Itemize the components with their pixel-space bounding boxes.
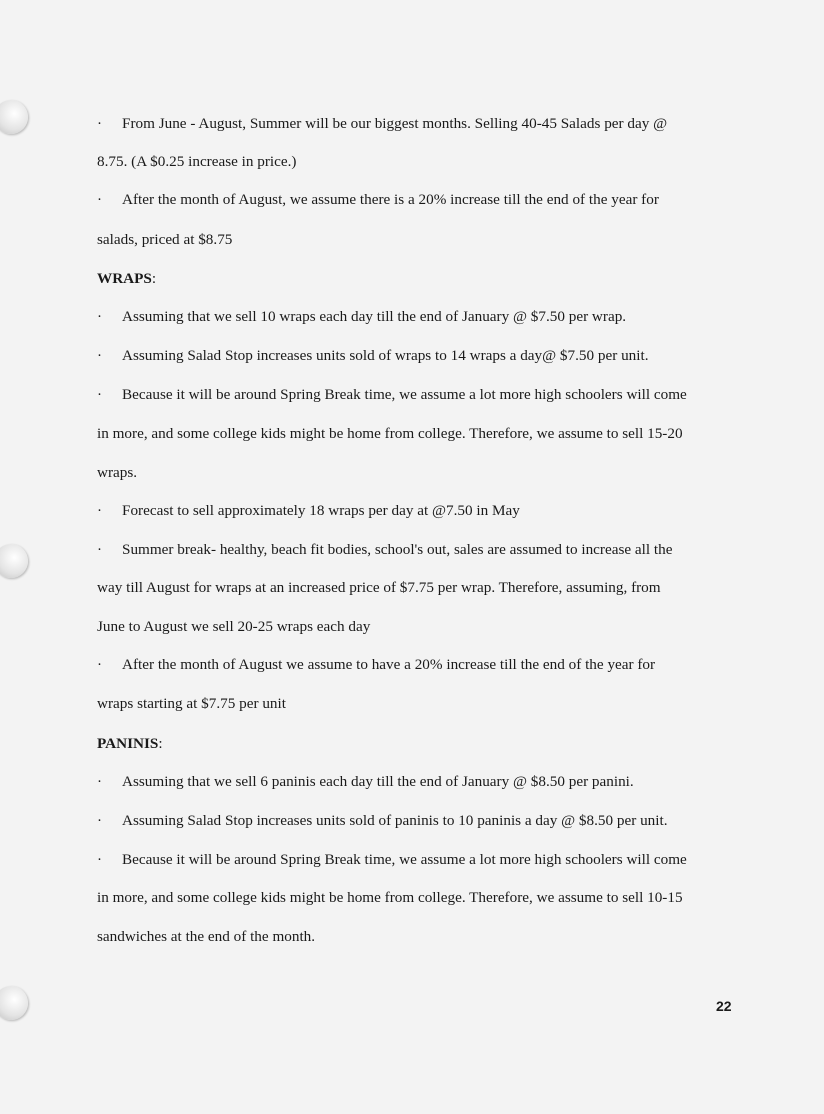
bullet-marker: · (97, 309, 102, 325)
bullet-marker: · (97, 503, 102, 519)
bullet-marker: · (97, 657, 102, 673)
text-line: Because it will be around Spring Break time, we assume a lot more high schoolers will come (122, 851, 687, 868)
text-line: Forecast to sell approximately 18 wraps per day at @7.50 in May (122, 502, 520, 519)
text-line: Because it will be around Spring Break time, we assume a lot more high schoolers will come (122, 386, 687, 403)
bullet-marker: · (97, 774, 102, 790)
text-line: 8.75. (A $0.25 increase in price.) (97, 153, 297, 170)
text-line: Assuming that we sell 10 wraps each day till the end of January @ $7.50 per wrap. (122, 308, 627, 325)
section-heading-wraps (97, 269, 757, 289)
heading-colon: : (151, 270, 157, 287)
page-number: 22 (716, 998, 732, 1014)
text-line: After the month of August we assume to have a 20% increase till the end of the year for (122, 656, 656, 673)
text-line: From June - August, Summer will be our biggest months. Selling 40-45 Salads per day @ (122, 115, 668, 132)
text-line: Assuming that we sell 6 paninis each day till the end of January @ $8.50 per panini. (122, 773, 634, 790)
text-line: in more, and some college kids might be home from college. Therefore, we assume to sell 15-20 (97, 425, 683, 442)
bullet-marker: · (97, 542, 102, 558)
punch-hole (0, 986, 28, 1020)
text-line: in more, and some college kids might be home from college. Therefore, we assume to sell 10-15 (97, 889, 683, 906)
text-line: sandwiches at the end of the month. (97, 928, 316, 945)
text-line: After the month of August, we assume there is a 20% increase till the end of the year for (122, 191, 659, 208)
text-line: Summer break- healthy, beach fit bodies, school's out, sales are assumed to increase all the (122, 541, 673, 558)
text-line: Assuming Salad Stop increases units sold of wraps to 14 wraps a day@ $7.50 per unit. (122, 347, 649, 364)
heading-text: PANINIS (97, 735, 159, 752)
text-line: salads, priced at $8.75 (97, 231, 233, 248)
bullet-marker: · (97, 348, 102, 364)
text-line: wraps. (97, 464, 138, 481)
bullet-marker: · (97, 116, 102, 132)
punch-hole (0, 100, 28, 134)
bullet-marker: · (97, 813, 102, 829)
heading-colon: : (158, 735, 163, 752)
punch-hole (0, 544, 28, 578)
bullet-marker: · (97, 192, 102, 208)
bullet-marker: · (97, 852, 102, 868)
text-line: way till August for wraps at an increased price of $7.75 per wrap. Therefore, assuming, from (97, 579, 661, 596)
bullet-marker: · (97, 387, 102, 403)
text-line: June to August we sell 20-25 wraps each day (97, 618, 371, 635)
text-line: wraps starting at $7.75 per unit (97, 695, 286, 712)
text-line: Assuming Salad Stop increases units sold of paninis to 10 paninis a day @ $8.50 per unit. (122, 812, 668, 829)
section-heading-paninis (97, 734, 757, 754)
heading-text: WRAPS (97, 270, 152, 287)
